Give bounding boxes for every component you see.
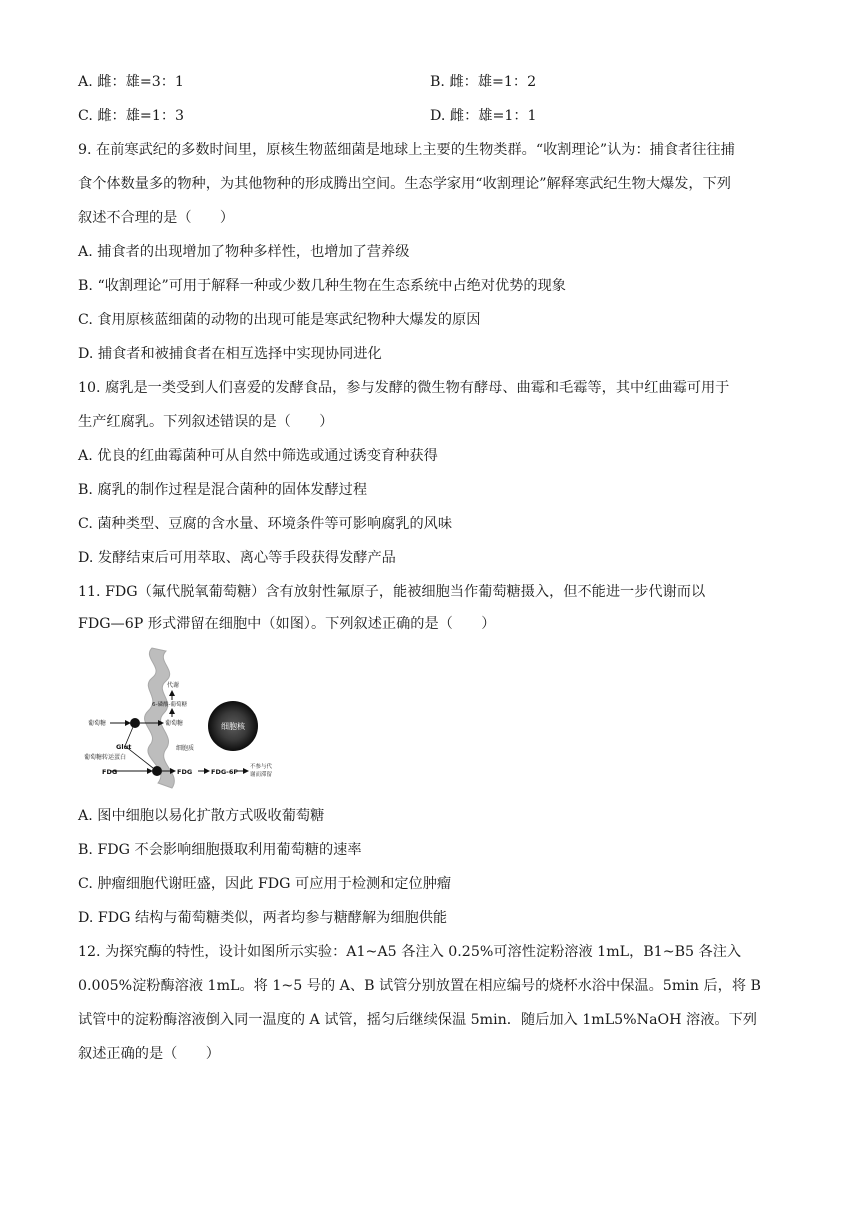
- label-glut: Glut: [116, 743, 132, 751]
- q9-stem-line-3: 叙述不合理的是（ ）: [78, 210, 235, 226]
- q9-stem-line-2: 食个体数量多的物种，为其他物种的形成腾出空间。生态学家用“收割理论”解释寒武纪生物大爆发，下列: [78, 176, 731, 192]
- q8-option-a: A. 雌：雄=3：1: [78, 74, 184, 90]
- label-transporter: 葡萄糖转运蛋白: [84, 754, 127, 761]
- q12-stem-line-1: 12. 为探究酶的特性，设计如图所示实验：A1~A5 各注入 0.25%可溶性淀粉溶液 1mL，B1~B5 各注入: [78, 944, 742, 960]
- label-metabolism: 代谢: [167, 682, 180, 689]
- transporter-dot-lower: [152, 766, 162, 776]
- q11-option-b: B. FDG 不会影响细胞摄取利用葡萄糖的速率: [78, 842, 362, 858]
- q10-option-c: C. 菌种类型、豆腐的含水量、环境条件等可影响腐乳的风味: [78, 516, 453, 532]
- q10-stem-line-2: 生产红腐乳。下列叙述错误的是（ ）: [78, 414, 334, 430]
- label-no-metab-2: 谢而滞留: [250, 772, 273, 778]
- label-fdg6p: FDG-6P: [211, 768, 239, 776]
- label-fdg-in: FDG: [177, 768, 193, 776]
- q9-stem-line-1: 9. 在前寒武纪的多数时间里，原核生物蓝细菌是地球上主要的生物类群。“收割理论”认为：捕食者往往捕: [78, 142, 735, 158]
- q10-option-a: A. 优良的红曲霉菌种可从自然中筛选或通过诱变育种获得: [78, 448, 438, 464]
- q8-option-b: B. 雌：雄=1：2: [430, 74, 537, 90]
- label-glucose-in: 葡萄糖: [165, 720, 184, 727]
- q9-option-d: D. 捕食者和被捕食者在相互选择中实现协同进化: [78, 346, 382, 362]
- q10-option-d: D. 发酵结束后可用萃取、离心等手段获得发酵产品: [78, 550, 396, 566]
- q8-option-c: C. 雌：雄=1：3: [78, 108, 185, 124]
- q10-stem-line-1: 10. 腐乳是一类受到人们喜爱的发酵食品，参与发酵的微生物有酵母、曲霉和毛霉等，其中红曲霉可用于: [78, 380, 730, 396]
- q11-option-a: A. 图中细胞以易化扩散方式吸收葡萄糖: [78, 808, 325, 824]
- label-fdg-out: FDG: [102, 768, 118, 776]
- label-cytoplasm: 细胞质: [176, 745, 195, 752]
- q10-option-b: B. 腐乳的制作过程是混合菌种的固体发酵过程: [78, 482, 368, 498]
- label-no-metab-1: 不参与代: [250, 764, 273, 770]
- q12-stem-line-2: 0.005%淀粉酶溶液 1mL。将 1~5 号的 A、B 试管分别放置在相应编号的烧杯水浴中保温。5min 后，将 B: [78, 978, 761, 994]
- fdg-cell-diagram: [80, 643, 280, 793]
- q12-stem-line-3: 试管中的淀粉酶溶液倒入同一温度的 A 试管，摇匀后继续保温 5min．随后加入 1mL5%NaOH 溶液。下列: [78, 1012, 757, 1028]
- q9-option-a: A. 捕食者的出现增加了物种多样性，也增加了营养级: [78, 244, 410, 260]
- label-g6p: 6-磷酸-葡萄糖: [152, 702, 187, 708]
- q11-stem-line-1: 11. FDG（氟代脱氧葡萄糖）含有放射性氟原子，能被细胞当作葡萄糖摄入，但不能进一步代谢而以: [78, 584, 706, 600]
- q9-option-c: C. 食用原核蓝细菌的动物的出现可能是寒武纪物种大爆发的原因: [78, 312, 481, 328]
- q11-option-c: C. 肿瘤细胞代谢旺盛，因此 FDG 可应用于检测和定位肿瘤: [78, 876, 452, 892]
- q11-option-d: D. FDG 结构与葡萄糖类似，两者均参与糖酵解为细胞供能: [78, 910, 448, 926]
- q11-stem-line-2: FDG—6P 形式滞留在细胞中（如图）。下列叙述正确的是（ ）: [78, 616, 496, 632]
- q8-option-d: D. 雌：雄=1：1: [430, 108, 537, 124]
- q9-option-b: B. “收割理论”可用于解释一种或少数几种生物在生态系统中占绝对优势的现象: [78, 278, 566, 294]
- label-glucose-out: 葡萄糖: [88, 720, 107, 727]
- transporter-dot-upper: [130, 718, 140, 728]
- nucleus-label: 细胞核: [221, 722, 245, 731]
- q12-stem-line-4: 叙述正确的是（ ）: [78, 1046, 220, 1062]
